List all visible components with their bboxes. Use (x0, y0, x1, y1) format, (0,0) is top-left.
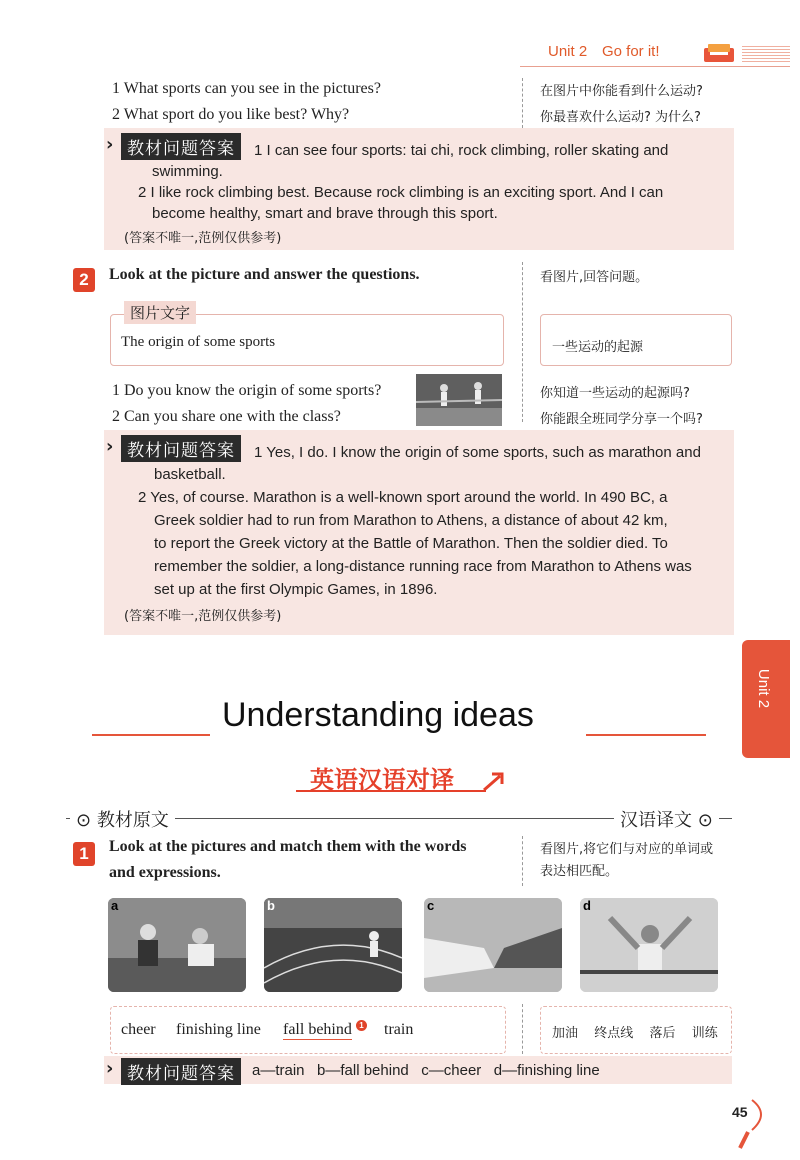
arrow-up-right-icon (482, 770, 504, 797)
answer-badge: 教材问题答案 (121, 435, 241, 462)
s1-note: (答案不唯一,范例仅供参考) (124, 231, 282, 246)
s2-answer-2-line2: Greek soldier had to run from Marathon to Athens, a distance of about 42 km, (154, 512, 668, 529)
section-number-badge: 1 (73, 842, 95, 866)
unit-subtitle: Go for it! (602, 43, 660, 60)
s2-divider (522, 262, 523, 422)
chevron-right-icon: › (106, 1058, 114, 1079)
marathon-photo (416, 374, 502, 426)
circle-down-icon: ⊙ (76, 810, 92, 831)
s2-instruction-cn: 看图片,回答问题。 (540, 270, 649, 285)
s3-instruction-cn-line1: 看图片,将它们与对应的单词或 (540, 842, 714, 857)
header-rule (520, 66, 790, 67)
s2-answer-2-line5: set up at the first Olympic Games, in 1896. (154, 581, 438, 598)
s1-question-1: 1 What sports can you see in the pictures? (112, 80, 381, 97)
s1-answer-1-line1: 1 I can see four sports: tai chi, rock climbing, roller skating and (254, 142, 669, 159)
photo-c-cheering-hands (424, 898, 562, 992)
word-train: train (384, 1021, 414, 1038)
s3-divider (522, 836, 523, 886)
header-stripes (742, 46, 790, 62)
left-label-text: 教材原文 (96, 810, 169, 831)
subtitle-underline (296, 790, 486, 792)
right-label (614, 806, 719, 832)
title-rule-right (586, 734, 706, 736)
section-number-badge: 2 (73, 268, 95, 292)
s2-question-1-cn: 你知道一些运动的起源吗? (540, 386, 690, 401)
s1-answer-2-line2: become healthy, smart and brave through this sport. (152, 205, 498, 222)
s1-question-2: 2 What sport do you like best? Why? (112, 106, 350, 123)
title-rule-left (92, 734, 210, 736)
s1-question-1-cn: 在图片中你能看到什么运动? (540, 84, 703, 99)
s3-instruction-line1: Look at the pictures and match them with the words (109, 838, 467, 855)
words-cn: 加油 终点线 落后 训练 (552, 1026, 718, 1041)
answer-badge: 教材问题答案 (121, 133, 241, 160)
s3-instruction-cn-line2: 表达相匹配。 (540, 864, 619, 879)
s1-answer-1-line2: swimming. (152, 163, 223, 180)
photo-label-d: d (583, 898, 591, 913)
s1-divider (522, 78, 523, 128)
photo-b-running-track (264, 898, 402, 992)
left-label (70, 806, 175, 832)
word-finishing-line: finishing line (176, 1021, 261, 1038)
answer-badge: 教材问题答案 (121, 1058, 241, 1085)
picture-text: The origin of some sports (121, 334, 276, 350)
s3-words-divider (522, 1004, 523, 1054)
picture-text-label: 图片文字 (124, 301, 196, 324)
s3-answers: a—train b—fall behind c—cheer d—finishing line (252, 1062, 600, 1079)
photo-d-finishing-line (580, 898, 718, 992)
page-corner-curve (712, 1096, 772, 1150)
chevron-right-icon: › (106, 134, 114, 155)
s2-answer-1-line2: basketball. (154, 466, 226, 483)
books-icon (700, 42, 740, 64)
understanding-subtitle: 英语汉语对译 (310, 766, 454, 794)
s2-answer-2-line1: 2 Yes, of course. Marathon is a well-known sport around the world. In 490 BC, a (138, 489, 668, 506)
s1-question-2-cn: 你最喜欢什么运动? 为什么? (540, 110, 701, 125)
unit-title: Unit 2 (548, 43, 588, 60)
unit-side-tab-label: Unit 2 (755, 668, 773, 709)
s2-question-1: 1 Do you know the origin of some sports? (112, 382, 382, 399)
photo-label-b: b (267, 898, 275, 913)
picture-text-cn: 一些运动的起源 (552, 340, 644, 355)
photo-label-a: a (111, 898, 119, 913)
right-label-text: 汉语译文 (620, 810, 692, 831)
unit-side-tab (742, 640, 790, 758)
word-fall-behind: fall behind (283, 1021, 352, 1038)
circle-down-icon: ⊙ (697, 810, 713, 831)
s2-answer-1-line1: 1 Yes, I do. I know the origin of some sports, such as marathon and (254, 444, 701, 461)
s2-question-2: 2 Can you share one with the class? (112, 408, 341, 425)
word-cheer: cheer (121, 1021, 156, 1038)
chevron-right-icon: › (106, 436, 114, 457)
s1-answer-2-line1: 2 I like rock climbing best. Because rock climbing is an exciting sport. And I can (138, 184, 664, 201)
footnote-marker: 1 (356, 1020, 367, 1031)
photo-label-c: c (427, 898, 435, 913)
header (520, 40, 790, 70)
subtitle-banner (296, 758, 506, 794)
s2-note: (答案不唯一,范例仅供参考) (124, 609, 282, 624)
page-number: 45 (732, 1104, 748, 1120)
understanding-title: Understanding ideas (222, 696, 534, 734)
photo-a-training (108, 898, 246, 992)
s2-answer-2-line3: to report the Greek victory at the Battle of Marathon. Then the soldier died. To (154, 535, 668, 552)
s2-answer-2-line4: remember the soldier, a long-distance running race from Marathon to Athens was (154, 558, 692, 575)
s2-instruction: Look at the picture and answer the questions. (109, 266, 420, 283)
s3-instruction-line2: and expressions. (109, 864, 221, 881)
s2-question-2-cn: 你能跟全班同学分享一个吗? (540, 412, 703, 427)
